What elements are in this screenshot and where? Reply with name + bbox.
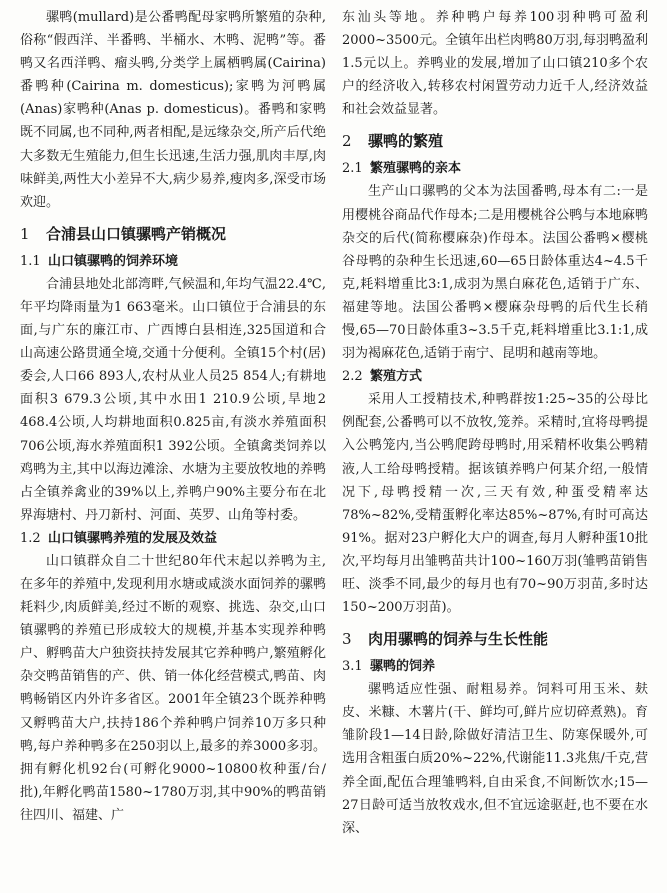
- section-3-number: 3: [342, 630, 352, 649]
- section-1-1-number: 1.1: [20, 253, 41, 269]
- section-2-1-title: 繁殖骡鸭的亲本: [370, 161, 462, 177]
- section-2-2-title: 繁殖方式: [370, 369, 423, 385]
- section-2-1-paragraph: 生产山口骡鸭的父本为法国番鸭,母本有二:一是用樱桃谷商品代作母本;二是用樱桃谷公鸭与本地麻鸭杂交的后代(简称樱麻杂)作母本。法国公番鸭×樱桃谷母鸭的杂种生长迅速,60—65日龄体重达4~4.5千克,耗料增重比3:1,成羽为黑白麻花色,适销于广东、福建等地。法国公番鸭×樱麻杂母鸭的后代生长稍慢,65—70日龄体重3~3.5千克,耗料增重比3.1:1,成羽为褐麻花色,适销于南宁、昆明和越南等地。: [342, 184, 648, 362]
- section-3-1-heading: [342, 657, 648, 676]
- continued-paragraph: 东汕头等地。养种鸭户每养100羽种鸭可盈利2000~3500元。全镇年出栏肉鸭80万羽,每羽鸭盈利1.5元以上。养鸭业的发展,增加了山口镇210多个农户的经济收入,转移农村闲置劳动力近千人,经济效益和社会效益显著。: [342, 10, 648, 118]
- section-1-number: 1: [20, 224, 30, 243]
- section-3-1-title: 骡鸭的饲养: [370, 659, 436, 675]
- right-column: [342, 6, 648, 840]
- section-2-2-paragraph: 采用人工授精技术,种鸭群按1:25~35的公母比例配套,公番鸭可以不放牧,笼养。采精时,宜将母鸭提入公鸭笼内,当公鸭爬跨母鸭时,用采精杯收集公鸭精液,人工给母鸭授精。据该镇养鸭户何某介绍,一般情况下,母鸭授精一次,三天有效,种蛋受精率达78%~82%,受精蛋孵化率达85%~87%,有时可高达91%。据对23户孵化大户的调查,每月人孵种蛋10批次,平均每月出雏鸭苗共计100~160万羽(雏鸭苗销售旺、淡季不同,最少的每月也有70~90万羽苗,多时达150~200万羽苗)。: [342, 392, 648, 616]
- section-2-1-number: 2.1: [342, 161, 363, 177]
- section-2-2-number: 2.2: [342, 369, 363, 385]
- section-2-number: 2: [342, 132, 352, 151]
- intro-paragraph: 骡鸭(mullard)是公番鸭配母家鸭所繁殖的杂种,俗称“假西洋、半番鸭、半桶水、木鸭、泥鸭”等。番鸭又名西洋鸭、瘤头鸭,分类学上属栖鸭属(Cairina)番鸭种(Cairina m. domesticus);家鸭为河鸭属(Anas)家鸭种(Anas p. domesticus)。番鸭和家鸭既不同属,也不同种,两者相配,是远缘杂交,所产后代绝大多数无生殖能力,但生长迅速,生活力强,肌肉丰厚,肉味鲜美,两性大小差异不大,病少易养,瘦肉多,深受市场欢迎。: [20, 10, 326, 210]
- section-1-2-heading: [20, 529, 326, 548]
- section-3-heading: [342, 629, 648, 649]
- section-3-1-number: 3.1: [342, 659, 363, 675]
- section-1-2-title: 山口镇骡鸭养殖的发展及效益: [48, 530, 218, 546]
- section-3-1-paragraph: 骡鸭适应性强、耐粗易养。饲料可用玉米、麸皮、米糠、木薯片(干、鲜均可,鲜片应切碎煮熟)。育雏阶段1—14日龄,除做好清洁卫生、防寒保暖外,可选用含粗蛋白质20%~22%,代谢能11.3兆焦/千克,营养全面,配伍合理雏鸭料,自由采食,不间断饮水;15—27日龄可适当放牧戏水,但不宜远途驱赶,也不要在水深、: [342, 682, 648, 836]
- left-column: [20, 6, 326, 827]
- section-1-1-heading: [20, 252, 326, 271]
- section-2-1-heading: [342, 159, 648, 178]
- section-1-1-title: 山口镇骡鸭的饲养环境: [48, 253, 179, 269]
- section-2-2-heading: [342, 367, 648, 386]
- section-2-title: 骡鸭的繁殖: [368, 132, 444, 151]
- section-1-2-number: 1.2: [20, 530, 41, 546]
- section-1-2-paragraph: 山口镇群众自二十世纪80年代末起以养鸭为主,在多年的养殖中,发现利用水塘或咸淡水面饲养的骡鸭耗料少,肉质鲜美,经过不断的观察、挑选、杂交,山口镇骡鸭的养殖已形成较大的规模,并基本实现养种鸭户、孵鸭苗大户独资扶持发展其它养种鸭户,繁殖孵化杂交鸭苗销售的产、供、销一体化经营模式,鸭苗、肉鸭畅销区内外许多省区。2001年全镇23个既养种鸭又孵鸭苗大户,扶持186个养种鸭户饲养10万多只种鸭,每户养种鸭多在250羽以上,最多的养3000多羽。拥有孵化机92台(可孵化9000~10800枚种蛋/台/批),年孵化鸭苗1580~1780万羽,其中90%的鸭苗销往四川、福建、广: [20, 553, 326, 823]
- section-1-heading: [20, 224, 326, 244]
- section-3-title: 肉用骡鸭的饲养与生长性能: [368, 630, 549, 649]
- section-1-title: 合浦县山口镇骡鸭产销概况: [46, 224, 227, 243]
- section-1-1-paragraph: 合浦县地处北部湾畔,气候温和,年均气温22.4℃,年平均降雨量为1 663毫米。山口镇位于合浦县的东面,与广东的廉江市、广西博白县相连,325国道和合山高速公路贯通全境,交通十分便利。全镇15个村(居)委会,人口66 893人,农村从业人员25 854人;有耕地面积3 679.3公顷,其中水田1 210.9公顷,旱地2 468.4公顷,人均耕地面积0.825亩,有淡水养殖面积706公顷,海水养殖面积1 392公顷。全镇禽类饲养以鸡鸭为主,其中以海边滩涂、水塘为主要放牧地的养鸭占全镇养禽业的39%以上,养鸭户90%主要分布在北界海塘村、丹刀新村、河面、英罗、山角等村委。: [20, 276, 326, 523]
- section-2-heading: [342, 131, 648, 151]
